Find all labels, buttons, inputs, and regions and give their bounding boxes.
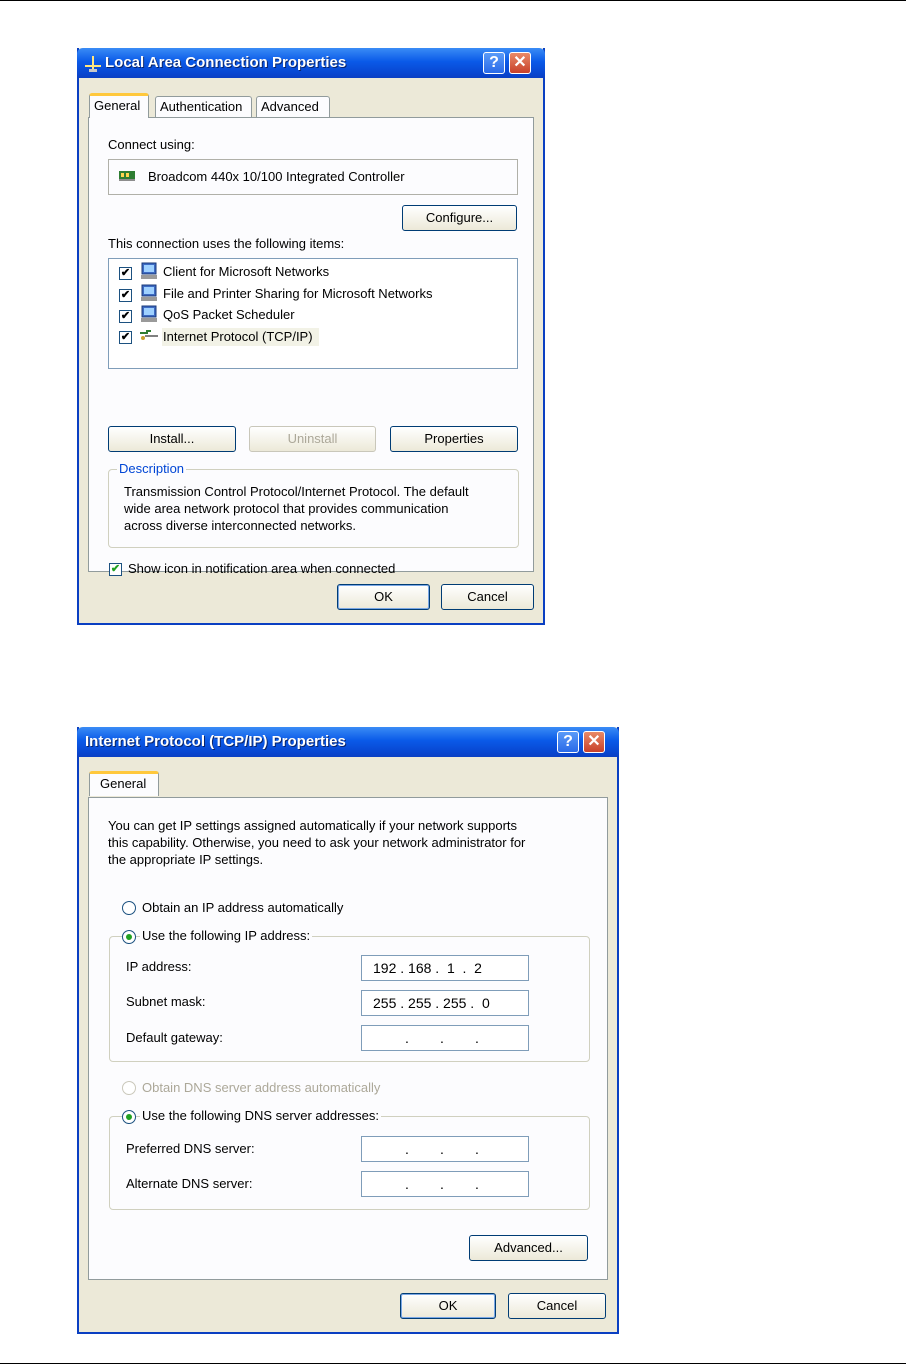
ip-address-field[interactable] [361, 955, 529, 981]
show-icon-label[interactable]: Show icon in notification area when connected [128, 561, 396, 576]
title-bar[interactable] [77, 48, 545, 78]
advanced-button[interactable]: Advanced... [469, 1235, 588, 1261]
cancel-button[interactable]: Cancel [441, 584, 534, 610]
item-label[interactable]: Client for Microsoft Networks [163, 264, 330, 279]
adapter-name: Broadcom 440x 10/100 Integrated Controller [148, 169, 405, 184]
connect-using-label: Connect using: [108, 137, 195, 152]
configure-button[interactable]: Configure... [402, 205, 517, 231]
use-following-dns-radio[interactable] [122, 1110, 136, 1124]
obtain-ip-auto-radio[interactable] [122, 901, 136, 915]
default-gateway-label: Default gateway: [126, 1030, 223, 1045]
preferred-dns-value: . . . [405, 1141, 479, 1157]
ok-button[interactable]: OK [337, 584, 430, 610]
uninstall-button[interactable]: Uninstall [249, 426, 376, 452]
alternate-dns-field[interactable] [361, 1171, 529, 1197]
use-following-dns-label[interactable]: Use the following DNS server addresses: [142, 1108, 379, 1123]
default-gateway-field[interactable] [361, 1025, 529, 1051]
properties-button[interactable]: Properties [390, 426, 518, 452]
description-group [108, 461, 519, 548]
cancel-button[interactable]: Cancel [508, 1293, 606, 1319]
help-button[interactable]: ? [557, 731, 579, 753]
subnet-mask-label: Subnet mask: [126, 994, 206, 1009]
description-title: Description [119, 461, 185, 476]
description-line: across diverse interconnected networks. [124, 518, 356, 533]
window-title: Internet Protocol (TCP/IP) Properties [85, 733, 346, 750]
tab-panel [88, 797, 608, 1280]
tab-authentication[interactable]: Authentication [155, 96, 252, 118]
ip-address-label: IP address: [126, 959, 192, 974]
ip-address-value: 192 . 168 . 1 . 2 [373, 960, 482, 976]
item-label[interactable]: QoS Packet Scheduler [163, 307, 295, 322]
show-icon-checkbox[interactable]: ✔ [110, 563, 121, 575]
computer-icon [140, 305, 158, 323]
obtain-dns-auto-radio[interactable] [122, 1081, 136, 1095]
tab-panel [88, 117, 534, 576]
protocol-icon [139, 329, 159, 343]
tcpip-properties-dialog [77, 727, 619, 1334]
items-label: This connection uses the following items: [108, 236, 345, 251]
items-list[interactable] [108, 258, 518, 369]
network-adapter-icon [119, 170, 137, 182]
intro-line: the appropriate IP settings. [108, 852, 264, 867]
tab-general[interactable]: General [89, 771, 159, 796]
dns-group [109, 1108, 590, 1210]
close-button[interactable]: ✕ [509, 52, 531, 74]
alternate-dns-label: Alternate DNS server: [126, 1176, 253, 1191]
help-button[interactable]: ? [483, 52, 505, 74]
preferred-dns-field[interactable] [361, 1136, 529, 1162]
title-bar[interactable] [77, 727, 619, 757]
intro-line: this capability. Otherwise, you need to ask your network administrator for [108, 835, 526, 850]
item-label[interactable]: File and Printer Sharing for Microsoft Networks [163, 286, 433, 301]
item-checkbox[interactable]: ✔ [120, 267, 131, 279]
adapter-field [108, 159, 518, 195]
tab-general[interactable]: General [89, 93, 149, 118]
ok-button[interactable]: OK [400, 1293, 496, 1319]
default-gateway-value: . . . [405, 1030, 479, 1046]
ip-address-group [109, 928, 590, 1062]
description-line: wide area network protocol that provides communication [124, 501, 449, 516]
local-area-connection-dialog [77, 48, 545, 625]
subnet-mask-value: 255 . 255 . 255 . 0 [373, 995, 490, 1011]
obtain-dns-auto-label[interactable]: Obtain DNS server address automatically [142, 1080, 381, 1095]
top-rule [0, 0, 906, 1]
item-checkbox[interactable]: ✔ [120, 331, 131, 343]
network-icon [83, 54, 103, 74]
install-button[interactable]: Install... [108, 426, 236, 452]
description-line: Transmission Control Protocol/Internet Protocol. The default [124, 484, 469, 499]
computer-icon [140, 262, 158, 280]
close-button[interactable]: ✕ [583, 731, 605, 753]
item-checkbox[interactable]: ✔ [120, 289, 131, 301]
alternate-dns-value: . . . [405, 1176, 479, 1192]
tab-advanced[interactable]: Advanced [256, 96, 330, 118]
bottom-rule [0, 1363, 906, 1364]
item-checkbox[interactable]: ✔ [120, 310, 131, 322]
subnet-mask-field[interactable] [361, 990, 529, 1016]
item-label-selected[interactable]: Internet Protocol (TCP/IP) [162, 328, 319, 346]
preferred-dns-label: Preferred DNS server: [126, 1141, 255, 1156]
obtain-ip-auto-label[interactable]: Obtain an IP address automatically [142, 900, 344, 915]
intro-line: You can get IP settings assigned automatically if your network supports [108, 818, 518, 833]
use-following-ip-label[interactable]: Use the following IP address: [142, 928, 311, 943]
computer-icon [140, 284, 158, 302]
use-following-ip-radio[interactable] [122, 930, 136, 944]
window-title: Local Area Connection Properties [105, 54, 347, 71]
